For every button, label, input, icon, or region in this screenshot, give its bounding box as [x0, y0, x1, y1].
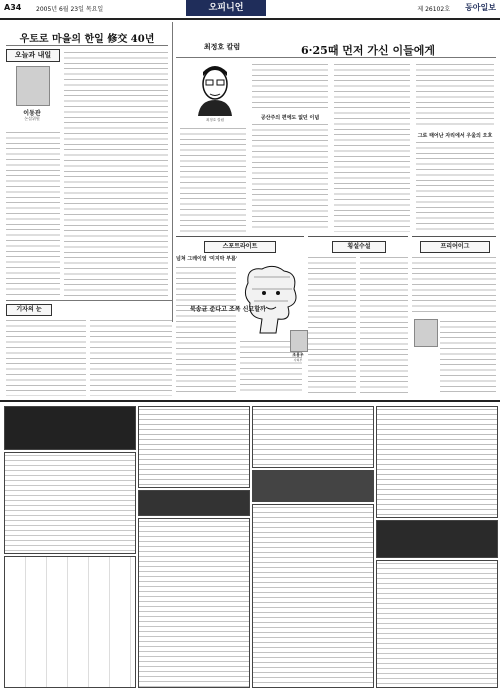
- article-subhead: 그로 태어난 자리에서 우울의 오흐: [417, 133, 493, 139]
- author-name: 조용우: [292, 352, 304, 357]
- article-body: [440, 319, 496, 395]
- column-series-label: 최정호 칼럼: [203, 43, 241, 51]
- issue-number: 제 26102호: [417, 6, 450, 13]
- author-role: 사회부: [293, 358, 303, 362]
- reporter-column-title: 북송균 준다고 조폭 신고할까: [190, 306, 266, 313]
- column-series-label: 횡설수설: [332, 241, 386, 253]
- article-subhead: 공산주의 편에도 없던 이념: [260, 115, 320, 121]
- article-body: [360, 255, 408, 395]
- newspaper-logo: 동아일보: [465, 3, 496, 12]
- section-title: 오피니언: [186, 0, 266, 16]
- column-choi: [176, 22, 496, 232]
- author-role: 논설위원: [24, 116, 40, 121]
- article-body: [334, 62, 410, 232]
- article-body: [416, 140, 494, 232]
- advertisement-banner[interactable]: [4, 406, 136, 450]
- article-body: [64, 50, 168, 296]
- column-series-label: 프리어이그: [420, 241, 490, 253]
- author-caricature: [190, 62, 240, 116]
- advertisement[interactable]: [376, 406, 498, 518]
- article-body: [416, 62, 494, 128]
- advertisement[interactable]: [4, 556, 136, 688]
- column-today-tomorrow: [6, 26, 168, 296]
- column-title: 우토로 마을의 한일 修交 40년: [19, 34, 155, 45]
- author-portrait: [290, 330, 308, 352]
- article-body: [6, 318, 86, 396]
- page-header: [0, 0, 500, 20]
- advertisement[interactable]: [4, 452, 136, 554]
- article-body: [412, 255, 496, 315]
- issue-date: 2005년 6월 23일 목요일: [36, 6, 104, 13]
- column-series-label: 스포트라이트: [204, 241, 276, 253]
- reporter-column: [6, 304, 172, 396]
- article-body: [90, 318, 172, 396]
- advertisement[interactable]: [138, 518, 250, 688]
- column-title: 6·25때 먼저 가신 이들에게: [301, 44, 435, 57]
- advertisement-section: [0, 400, 500, 691]
- caricature-illustration: [240, 263, 302, 337]
- advertisement[interactable]: [138, 406, 250, 488]
- caricature-caption: 최정호 칼럼: [205, 118, 225, 122]
- author-portrait: [414, 319, 438, 347]
- article-body: [252, 122, 328, 232]
- author-portrait: [16, 66, 50, 106]
- column-title: 넘쳐 그레이엄 '미지막 부름': [176, 256, 238, 262]
- sports-spotlight: [176, 236, 304, 397]
- advertisement[interactable]: [252, 504, 374, 688]
- column-series-label: 오늘과 내일: [6, 49, 60, 62]
- reader-column: [308, 236, 408, 397]
- advertisement-banner[interactable]: [252, 470, 374, 502]
- page-number: A34: [4, 3, 22, 12]
- essay-column: [412, 236, 496, 397]
- advertisement[interactable]: [376, 560, 498, 688]
- advertisement-banner[interactable]: [376, 520, 498, 558]
- column-series-label: 기자의 눈: [6, 304, 52, 316]
- article-body: [6, 130, 60, 296]
- author-name: 이동관: [23, 110, 41, 117]
- article-body: [176, 265, 236, 395]
- advertisement[interactable]: [252, 406, 374, 468]
- article-body: [180, 126, 246, 232]
- article-body: [252, 62, 328, 110]
- advertisement-banner[interactable]: [138, 490, 250, 516]
- article-body: [308, 255, 356, 395]
